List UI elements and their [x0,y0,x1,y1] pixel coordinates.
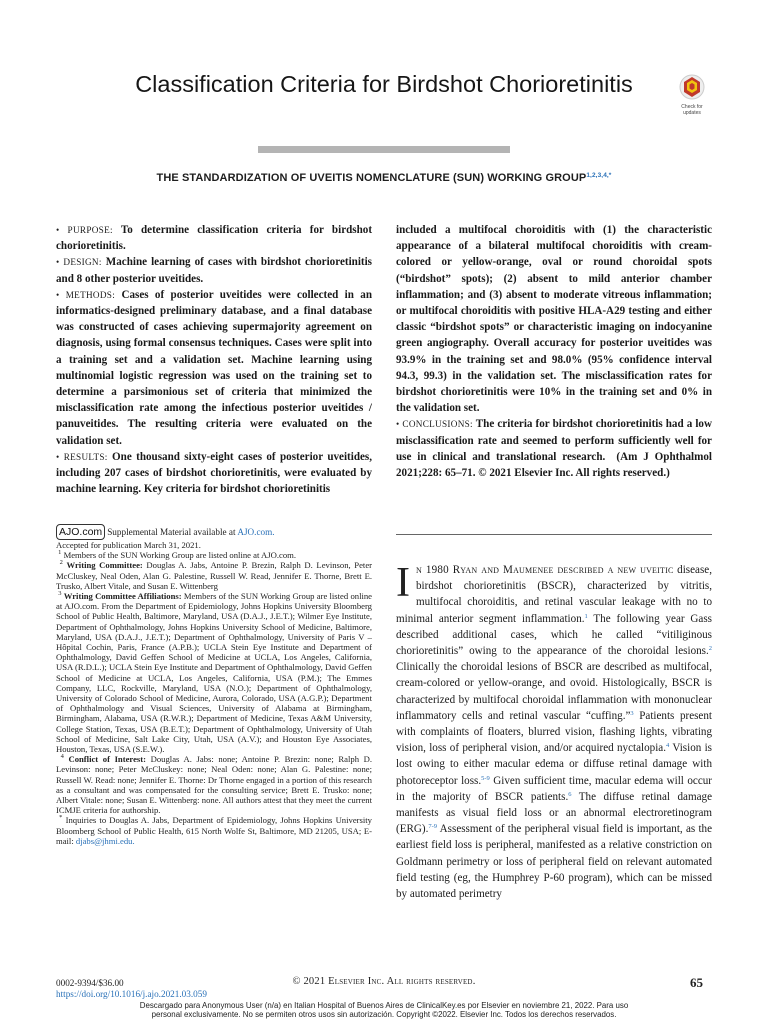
intro-paragraph [396,562,712,902]
footnote-2-label: Writing Committee: [66,560,143,571]
footnote-correspondence [56,815,372,846]
citation: (Am J Ophthalmol 2021;228: 65–71. © 2021 Elsevier Inc. All rights reserved.) [396,450,713,480]
body-text-h: Assessment of the peripheral visual field is important, as the earliest field loss is peripheral, manifested as a relative constriction on Goldmann perimetry or loss of peripheral field on relevant automated field testing (eg, the Humphrey P-60 program), which can be missed by automated perimetry [396,823,712,901]
drop-cap: I [396,560,410,606]
footnote-2-mark: 2 [59,559,63,567]
design-label: • DESIGN: [56,257,102,268]
ref-6[interactable]: 6 [568,790,572,798]
accepted-date: Accepted for publication March 31, 2021. [56,540,201,550]
abstract-conclusions [396,416,712,481]
ref-3[interactable]: 3 [630,709,634,717]
correspondence-email[interactable]: djabs@jhmi.edu. [75,835,135,846]
abstract-results-continued: included a multifocal choroiditis with (1) the characteristic appearance of a bilateral multifocal choroiditis with cream-colored or yellow-orange, oval or round choroidal spots (“birdshot” spots); (2) absent to mild anterior chamber inflammation; and (3) absent to moderate vitreous inflammation; or multifocal choroiditis with positive HLA-A29 testing and either classic “birdshot spots” or characteristic imaging on indocyanine green angiography. Overall accuracy for posterior uveitides was 93.9% in the training set and 98.0% (95% confidence interval 94.3, 99.3) in the validation set. The misclassification rates for birdshot chorioretinitis were 10% in the training set and 0% in the validation set. [396,224,712,415]
page-number: 65 [690,975,703,990]
methods-text: Cases of posterior uveitides were collected in an informatics-designed preliminary database, and a final database was constructed of cases achieving supermajority agreement on diagnosis, using formal consensus techniques. Cases were split into a training set and a validation set. Machine learning using multinomial logistic regression was used on the training set to determine a parsimonious set of criteria that minimized the misclassification rate among the infectious posterior uveitides / panuveitides. The resulting criteria were evaluated on the validation set. [56,288,372,447]
check-updates-label: Check for updates [681,104,703,116]
paper-title: Classification Criteria for Birdshot Chorioretinitis [135,71,633,97]
check-for-updates-badge[interactable] [672,74,712,122]
purpose-label: • PURPOSE: [56,225,113,235]
footnote-1-mark: 1 [58,549,62,557]
results-label: • RESULTS: [56,451,108,462]
methods-label: • METHODS: [56,289,116,300]
lead-in: n 1980 Ryan and Maumenee described a new uveitic [416,564,674,576]
author-group [0,172,768,184]
ref-1[interactable]: 1 [584,612,588,620]
footnote-4 [56,754,372,815]
body-text-c: Clinically the choroidal lesions of BSCR are described as multifocal, cream-colored or yellow-orange, and ovoid. Histologically, BSCR is characterized by multifocal choroidal inflammation with mononuclear inflammatory cells and retinal vascular “cuffing.” [396,661,712,722]
body-text-f: Given sufficient time, macular edema will occur in the majority of BSCR patients. [396,774,712,803]
download-line-2: personal exclusivamente. No se permiten otros usos sin autorización. Copyright ©2022. Elsevier Inc. Todos los derechos reservados. [151,1010,617,1020]
conclusions-text: The criteria for birdshot chorioretinitis had a low misclassification rate and seemed to perform sufficiently well for use in clinical and translational research. [396,418,712,463]
ref-7-9[interactable]: 7-9 [428,823,438,831]
body-text-e: Vision is lost owing to either macular edema or diffuse retinal damage with photoreceptor loss. [396,742,713,787]
issn: 0002-9394/$36.00 [56,978,124,988]
ajo-logo[interactable]: AJO.com [56,524,105,540]
abstract-results [56,449,372,498]
footnotes [56,524,372,846]
abstract-purpose [56,222,372,254]
footer-copyright: © 2021 Elsevier Inc. All rights reserved. [292,976,476,987]
body-text-d: Patients present with complaints of floaters, blurred vision, flashing lights, vibrating vision, loss of peripheral vision, and/or acquired nyctalopia. [396,709,712,755]
footnote-1 [56,550,372,560]
author-group-name: THE STANDARDIZATION OF UVEITIS NOMENCLATURE (SUN) WORKING GROUP [156,172,587,184]
abstract-divider [396,534,712,535]
supplemental-note [56,524,372,540]
title-rule [258,146,510,153]
introduction-text [396,562,712,902]
abstract-continued [396,222,712,481]
supplemental-text: Supplemental Material available at [107,527,236,537]
results-text: One thousand sixty-eight cases of posterior uveitides, including 207 cases of birdshot chorioretinitis, were evaluated by machine learning. Key criteria for birdshot chorioretinitis [56,450,372,496]
check-updates-icon [679,74,705,104]
footnote-3-mark: 3 [58,590,62,598]
abstract-methods [56,287,372,449]
footnote-5-mark: * [59,814,63,822]
footnote-2 [56,560,372,591]
footnote-1-text: Members of the SUN Working Group are listed online at AJO.com. [63,550,297,561]
ref-2[interactable]: 2 [708,645,712,653]
footnote-3-label: Writing Committee Affiliations: [63,591,182,602]
conclusions-label: • CONCLUSIONS: [396,419,473,430]
design-text: Machine learning of cases with birdshot chorioretinitis and 8 other posterior uveitides. [56,256,372,285]
footnote-3 [56,591,372,754]
ref-5-9[interactable]: 5-9 [481,774,490,782]
supplemental-link[interactable]: AJO.com. [237,527,275,537]
footnote-5-text: Inquiries to Douglas A. Jabs, Department of Epidemiology, Johns Hopkins University Bloomberg School of Public Health, 615 North Wolfe St, Baltimore, MD 21205, USA; E-mail: [56,815,372,846]
footnote-4-label: Conflict of Interest: [68,754,147,765]
download-line-1: Descargado para Anonymous User (n/a) en Italian Hospital of Buenos Aires de ClinicalKey.es por Elsevier en noviembre 21, 2022. Para uso [139,1001,629,1010]
purpose-text: To determine classification criteria for birdshot chorioretinitis. [56,224,373,253]
abstract-column-left [56,222,372,497]
footnote-4-text: Douglas A. Jabs: none; Antoine P. Brezin: none; Ralph D. Levinson: none; Peter McCluskey: none; Neal Oden: none; Alan G. Palestine: none; Russell W. Read: none; Jennifer E. Thorne: Dr Thorne engaged in a portion of this research as a consultant and was compensated for the consulting service; Brett E. Trusko: none; Albert Vitale: none; Susan E. Wittenberg: none. All authors attest that they meet the current ICMJE criteria for authorship. [56,754,373,816]
body-text-a: disease, birdshot chorioretinitis (BSCR), characterized by vitritis, multifocal choroiditis, and retinal vascular leakage with no to minimal anterior segment inflammation. [396,564,712,625]
abstract-design [56,254,372,286]
author-affiliation-refs[interactable]: 1,2,3,4,* [586,172,612,179]
footnote-2-text: Douglas A. Jabs, Antoine P. Brezin, Ralph D. Levinson, Peter McCluskey, Neal Oden, Alan G. Palestine, Russell W. Read, Jennifer E. Thorne, Brett E. Trusko, Albert Vitale, and Susan E. Wittenberg [56,560,373,591]
doi-link[interactable]: https://doi.org/10.1016/j.ajo.2021.03.059 [56,989,207,999]
download-notice [0,1001,768,1019]
ref-4[interactable]: 4 [666,742,670,750]
body-text-b: The following year Gass described additional cases, which he called “vitiliginous chorioretinitis” owing to the appearance of the choroidal lesions. [396,612,712,658]
footnote-4-mark: 4 [60,753,64,761]
body-text-g: The diffuse retinal damage manifests as visual field loss or an abnormal electroretinogram (ERG). [396,790,712,836]
footnote-3-text: Members of the SUN Working Group are listed online at AJO.com. From the Department of Epidemiology, Johns Hopkins University Bloomberg School of Public Health, Baltimore, Maryland, USA (D.A.J., J.E.T.); Wilmer Eye Institute, Department of Ophthalmology, Johns Hopkins University School of Medicine, Baltimore, Maryland, USA (D.A.J., J.E.T.); Department of Ophthalmology, University of Paris V – Hôpital Cochin, Paris, France (A.P.B.); UCLA Stein Eye Institute and Department of Ophthalmology, David Geffen School of Medicine at UCLA, Los Angeles, California, USA (R.D.L.); UCLA Stein Eye Institute and Department of Ophthalmology, David Geffen School of Medicine at UCLA, Los Angeles, California, USA (P.M.); The Emmes Company, LLC, Rockville, Maryland, USA (N.O.); Department of Ophthalmology, University of Colorado School of Medicine, Aurora, Colorado, USA (A.G.P.); Department of Ophthalmology and Visual Sciences, University of Alabama at Birmingham, Birmingham, Alabama, USA (R.W.R.); Department of Medicine, Texas A&M University, College Station, Texas, USA (B.E.T.); Department of Ophthalmology, University of Utah School of Medicine, Salt Lake City, Utah, USA (A.V.); and Houston Eye Associates, Houston, Texas, USA (S.E.W.). [56,591,373,755]
